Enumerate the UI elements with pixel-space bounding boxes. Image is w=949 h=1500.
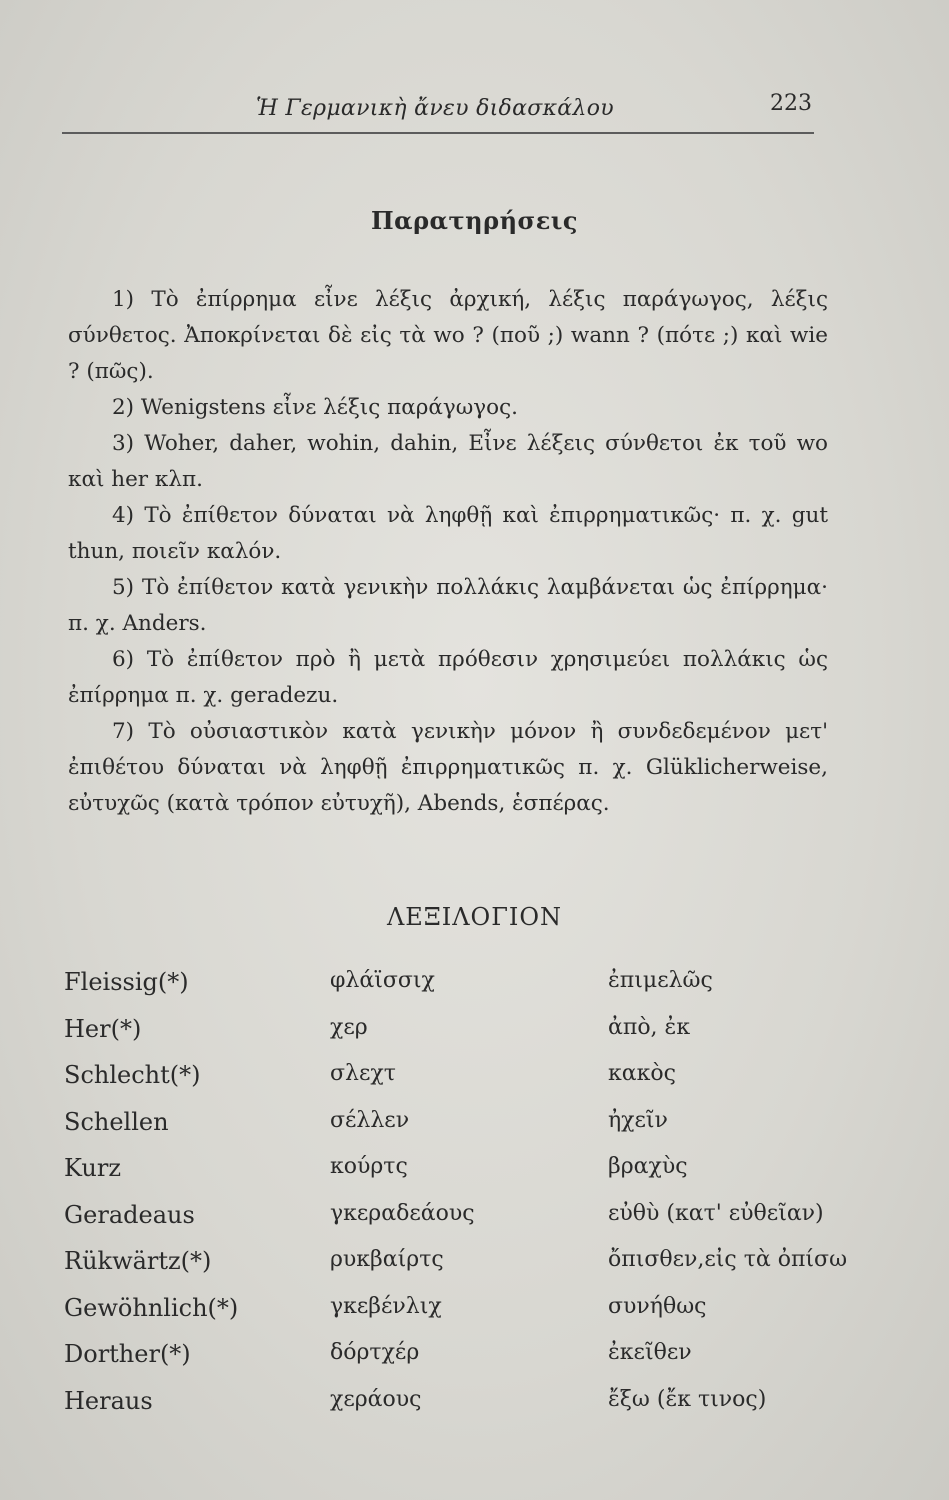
pronunciation: σέλλεν [330,1107,410,1133]
pronunciation: χερ [330,1014,368,1040]
greek-meaning: ἔξω (ἔκ τινος) [608,1386,767,1412]
lexicon-row [0,1247,949,1294]
german-word: Schellen [64,1107,169,1136]
german-word: Her(*) [64,1014,142,1043]
german-word: Rükwärtz(*) [64,1247,212,1275]
german-word: Schlecht(*) [64,1061,201,1089]
lexicon-row [0,1154,949,1201]
lexicon-row [0,1340,949,1387]
pronunciation: ρυκβαίρτς [330,1247,444,1272]
lexicon-row [0,968,949,1015]
observations-list [68,282,828,822]
lexicon-row [0,1108,949,1155]
observation-5: 5) Τὸ ἐπίθετον κατὰ γενικὴν πολλάκις λαμβάνεται ὡς ἐπίρρημα· π. χ. Anders. [68,575,828,636]
pronunciation: γκεβένλιχ [330,1293,442,1319]
pronunciation: κούρτς [330,1154,408,1179]
german-word: Fleissig(*) [64,968,189,996]
greek-meaning: ὄπισθεν,εἰς τὰ ὀπίσω [608,1247,848,1272]
greek-meaning: ἐπιμελῶς [608,968,713,993]
pronunciation: σλεχτ [330,1061,396,1086]
observation-3: 3) Woher, daher, wohin, dahin, Εἶνε λέξεις σύνθετοι ἐκ τοῦ wo καὶ her κλπ. [68,431,828,492]
greek-meaning: ἠχεῖν [608,1107,668,1133]
lexicon-row [0,1387,949,1434]
greek-meaning: ἐκεῖθεν [608,1340,692,1365]
lexicon-row [0,1201,949,1248]
pronunciation: φλάϊσσιχ [330,968,435,993]
german-word: Geradeaus [64,1200,195,1229]
greek-meaning: εὐθὺ (κατ' εὐθεῖαν) [608,1200,824,1226]
lexicon-row [0,1015,949,1062]
german-word: Kurz [64,1154,121,1182]
pronunciation: δόρτχέρ [330,1340,420,1365]
pronunciation: γκεραδεάους [330,1200,475,1226]
german-word: Heraus [64,1386,153,1415]
running-head: Ἡ Γερμανικὴ ἄνευ διδασκάλου [256,96,614,121]
section-title: Παρατηρήσεις [370,206,579,235]
observation-1: 1) Τὸ ἐπίρρημα εἶνε λέξις ἀρχική, λέξις παράγωγος, λέξις σύνθετος. Ἀποκρίνεται δὲ εἰς τὰ wo ? (ποῦ ;) wann ? (πότε ;) καὶ wie ? (πῶς). [68,287,828,384]
observation-2: 2) Wenigstens εἶνε λέξις παράγωγος. [112,395,518,420]
pronunciation: χεράους [330,1386,422,1412]
lexicon-row [0,1294,949,1341]
lexicon-title: ΛΕΞΙΛΟΓΙΟΝ [386,903,563,931]
german-word: Dorther(*) [64,1340,191,1368]
header-rule [62,132,814,134]
observation-7: 7) Τὸ οὐσιαστικὸν κατὰ γενικὴν μόνον ἢ συνδεδεμένον μετ' ἐπιθέτου δύναται νὰ ληφθῇ ἐπιρρηματικῶς π. χ. Glüklicherweise, εὐτυχῶς (κατὰ τρόπον εὐτυχῆ), Abends, ἑσπέρας. [68,719,828,816]
greek-meaning: συνήθως [608,1293,707,1319]
page-number: 223 [770,91,812,116]
observation-4: 4) Τὸ ἐπίθετον δύναται νὰ ληφθῇ καὶ ἐπιρρηματικῶς· π. χ. gut thun, ποιεῖν καλόν. [68,503,828,564]
greek-meaning: ἀπὸ, ἐκ [608,1014,691,1040]
greek-meaning: βραχὺς [608,1154,688,1179]
greek-meaning: κακὸς [608,1061,676,1086]
lexicon-row [0,1061,949,1108]
observation-6: 6) Τὸ ἐπίθετον πρὸ ἢ μετὰ πρόθεσιν χρησιμεύει πολλάκις ὡς ἐπίρρημα π. χ. geradezu. [68,647,828,708]
german-word: Gewöhnlich(*) [64,1293,239,1322]
lexicon-table [0,968,949,1433]
